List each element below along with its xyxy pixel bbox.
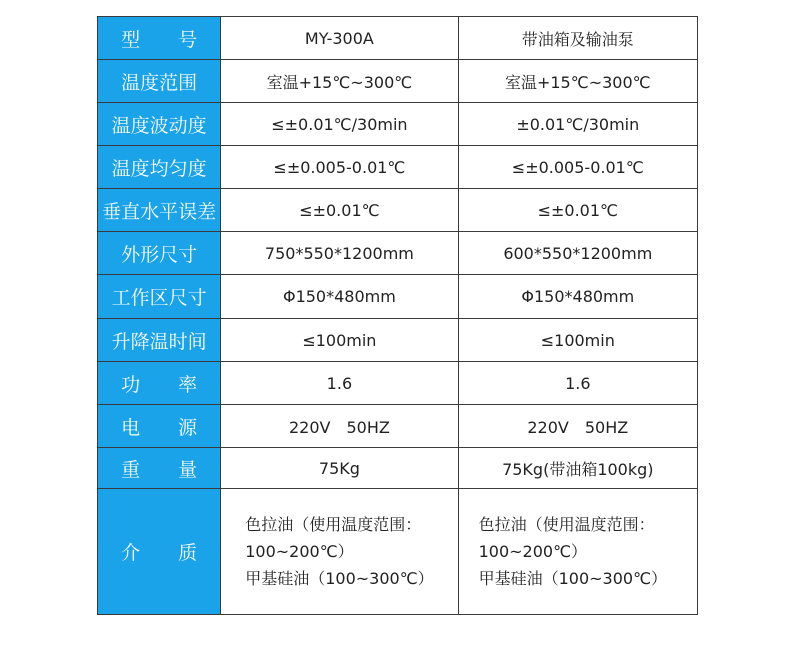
temp-uniformity-value-a: ≤±0.005-0.01℃ — [221, 146, 458, 189]
level-error-value-a: ≤±0.01℃ — [221, 189, 458, 232]
level-error-value-b: ≤±0.01℃ — [458, 189, 697, 232]
row-label-temp-range: 温度范围 — [98, 60, 221, 103]
ramp-time-value-a: ≤100min — [221, 319, 458, 362]
dimensions-value-a: 750*550*1200mm — [221, 232, 458, 275]
table-row — [98, 17, 698, 60]
row-label-model: 型 号 — [98, 17, 221, 60]
temp-range-value-b: 室温+15℃~300℃ — [458, 60, 697, 103]
temp-fluctuation-value-a: ≤±0.01℃/30min — [221, 103, 458, 146]
table-row — [98, 319, 698, 362]
work-area-value-b: Φ150*480mm — [458, 275, 697, 319]
medium-value-a — [221, 489, 458, 615]
row-label-dimensions: 外形尺寸 — [98, 232, 221, 275]
table-row — [98, 448, 698, 489]
weight-value-a: 75Kg — [221, 448, 458, 489]
medium-a-line-3: 甲基硅油（100~300℃） — [245, 569, 434, 588]
medium-b-line-2: 100~200℃） — [478, 542, 588, 561]
row-label-level-error: 垂直水平误差 — [98, 189, 221, 232]
row-label-temp-fluctuation: 温度波动度 — [98, 103, 221, 146]
power-value-a: 1.6 — [221, 362, 458, 405]
table-row — [98, 146, 698, 189]
medium-value-b — [458, 489, 697, 615]
medium-a-line-2: 100~200℃） — [245, 542, 354, 561]
table-row — [98, 489, 698, 615]
table-row — [98, 405, 698, 448]
medium-a-line-1: 色拉油（使用温度范围： — [245, 515, 422, 534]
dimensions-value-b: 600*550*1200mm — [458, 232, 697, 275]
row-label-weight: 重 量 — [98, 448, 221, 489]
table-row — [98, 275, 698, 319]
row-label-temp-uniformity: 温度均匀度 — [98, 146, 221, 189]
medium-b-line-3: 甲基硅油（100~300℃） — [478, 569, 668, 588]
power-value-b: 1.6 — [458, 362, 697, 405]
spec-table — [97, 16, 698, 615]
model-value-b: 带油箱及输油泵 — [458, 17, 697, 60]
table-row — [98, 362, 698, 405]
temp-fluctuation-value-b: ±0.01℃/30min — [458, 103, 697, 146]
ramp-time-value-b: ≤100min — [458, 319, 697, 362]
table-row — [98, 189, 698, 232]
power-supply-value-a: 220V 50HZ — [221, 405, 458, 448]
row-label-medium: 介 质 — [98, 489, 221, 615]
weight-value-b: 75Kg(带油箱100kg) — [458, 448, 697, 489]
table-row — [98, 232, 698, 275]
power-supply-value-b: 220V 50HZ — [458, 405, 697, 448]
table-row — [98, 60, 698, 103]
work-area-value-a: Φ150*480mm — [221, 275, 458, 319]
table-row — [98, 103, 698, 146]
temp-range-value-a: 室温+15℃~300℃ — [221, 60, 458, 103]
medium-b-line-1: 色拉油（使用温度范围： — [478, 515, 655, 534]
row-label-work-area: 工作区尺寸 — [98, 275, 221, 319]
model-value-a: MY-300A — [221, 17, 458, 60]
row-label-power: 功 率 — [98, 362, 221, 405]
temp-uniformity-value-b: ≤±0.005-0.01℃ — [458, 146, 697, 189]
row-label-power-supply: 电 源 — [98, 405, 221, 448]
row-label-ramp-time: 升降温时间 — [98, 319, 221, 362]
